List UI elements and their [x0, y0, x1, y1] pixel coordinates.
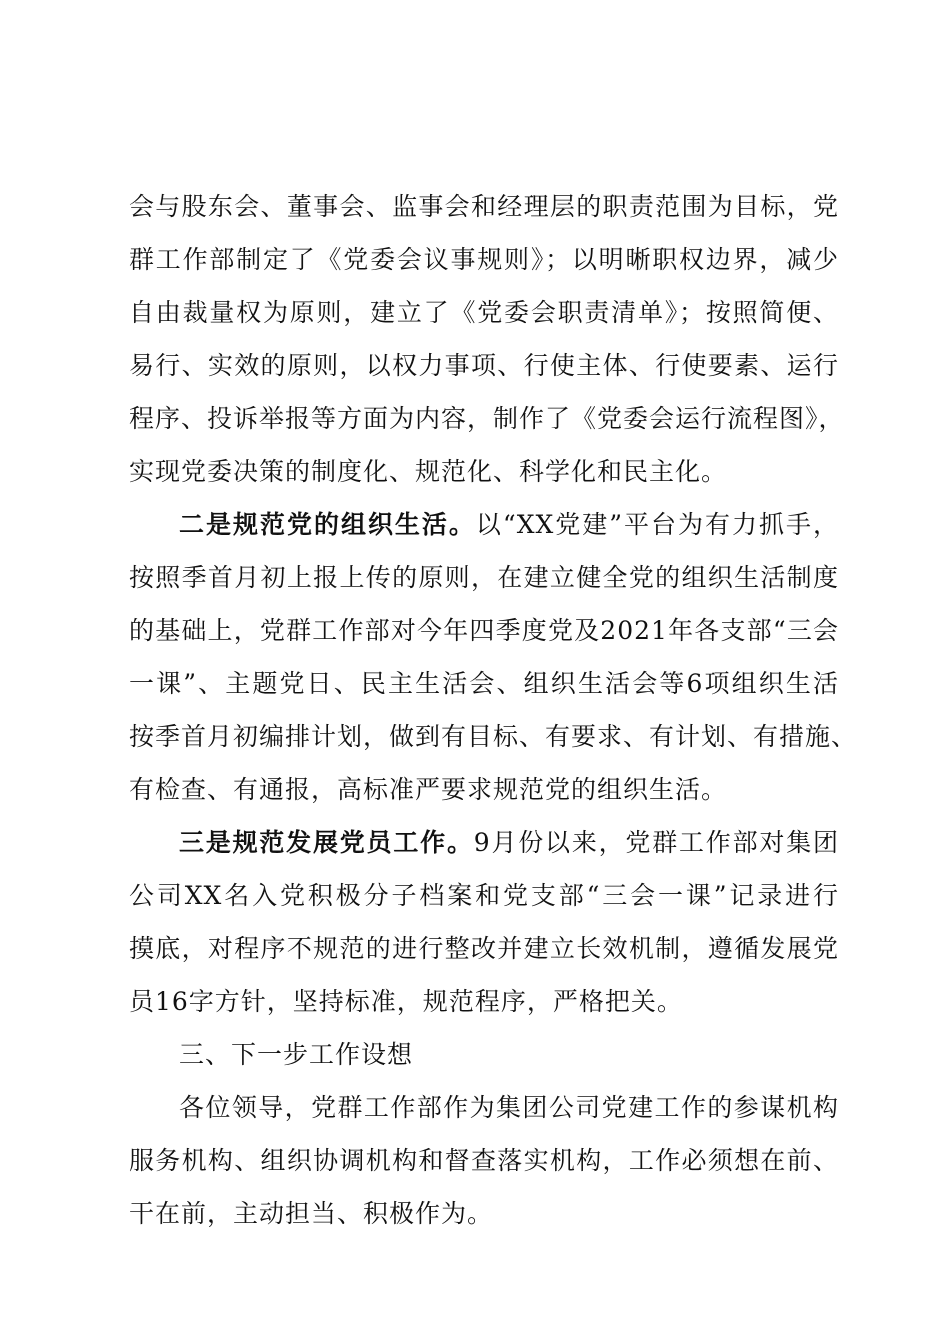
- text-line: 摸底，对程序不规范的进行整改并建立长效机制，遵循发展党: [129, 934, 839, 963]
- text-line: 自由裁量权为原则，建立了《党委会职责清单》；按照简便、: [129, 298, 839, 327]
- text-line: 实现党委决策的制度化、规范化、科学化和民主化。: [129, 457, 728, 486]
- paragraph-organization-life: [129, 498, 858, 816]
- paragraph-member-development: [129, 816, 839, 1028]
- paragraph-first-line: [129, 816, 839, 869]
- document-body: [129, 180, 858, 1240]
- text-line: 易行、实效的原则，以权力事项、行使主体、行使要素、运行: [129, 351, 839, 380]
- text-line: 各位领导，党群工作部作为集团公司党建工作的参谋机构: [179, 1093, 839, 1122]
- text-line: 程序、投诉举报等方面为内容，制作了《党委会运行流程图》，: [129, 404, 845, 433]
- paragraph-heading: 三是规范发展党员工作。: [179, 828, 474, 857]
- text-line: 有检查、有通报，高标准严要求规范党的组织生活。: [129, 775, 728, 804]
- paragraph-heading: 二是规范党的组织生活。: [179, 510, 476, 539]
- text-line: 的基础上，党群工作部对今年四季度党及2021年各支部“三会: [129, 616, 839, 645]
- text-line: 干在前，主动担当、积极作为。: [129, 1199, 494, 1228]
- text-line: 按季首月初编排计划，做到有目标、有要求、有计划、有措施、: [129, 722, 858, 751]
- text-line: 公司XX名入党积极分子档案和党支部“三会一课”记录进行: [129, 881, 839, 910]
- text-span: 9月份以来，党群工作部对集团: [473, 828, 839, 857]
- section-heading: 三、下一步工作设想: [179, 1040, 414, 1069]
- paragraph-first-line: [129, 498, 839, 551]
- text-line: 按照季首月初上报上传的原则，在建立健全党的组织生活制度: [129, 563, 839, 592]
- text-line: 员16字方针，坚持标准，规范程序，严格把关。: [129, 987, 683, 1016]
- text-line: 会与股东会、董事会、监事会和经理层的职责范围为目标，党: [129, 192, 839, 221]
- paragraph-next-steps: [129, 1081, 839, 1240]
- text-span: 以“XX党建”平台为有力抓手，: [475, 510, 839, 539]
- text-line: 一课”、主题党日、民主生活会、组织生活会等6项组织生活: [129, 669, 839, 698]
- text-line: 群工作部制定了《党委会议事规则》；以明晰职权边界，减少: [129, 245, 839, 274]
- text-line: 服务机构、组织协调机构和督查落实机构，工作必须想在前、: [129, 1146, 839, 1175]
- paragraph-governance: [129, 180, 845, 498]
